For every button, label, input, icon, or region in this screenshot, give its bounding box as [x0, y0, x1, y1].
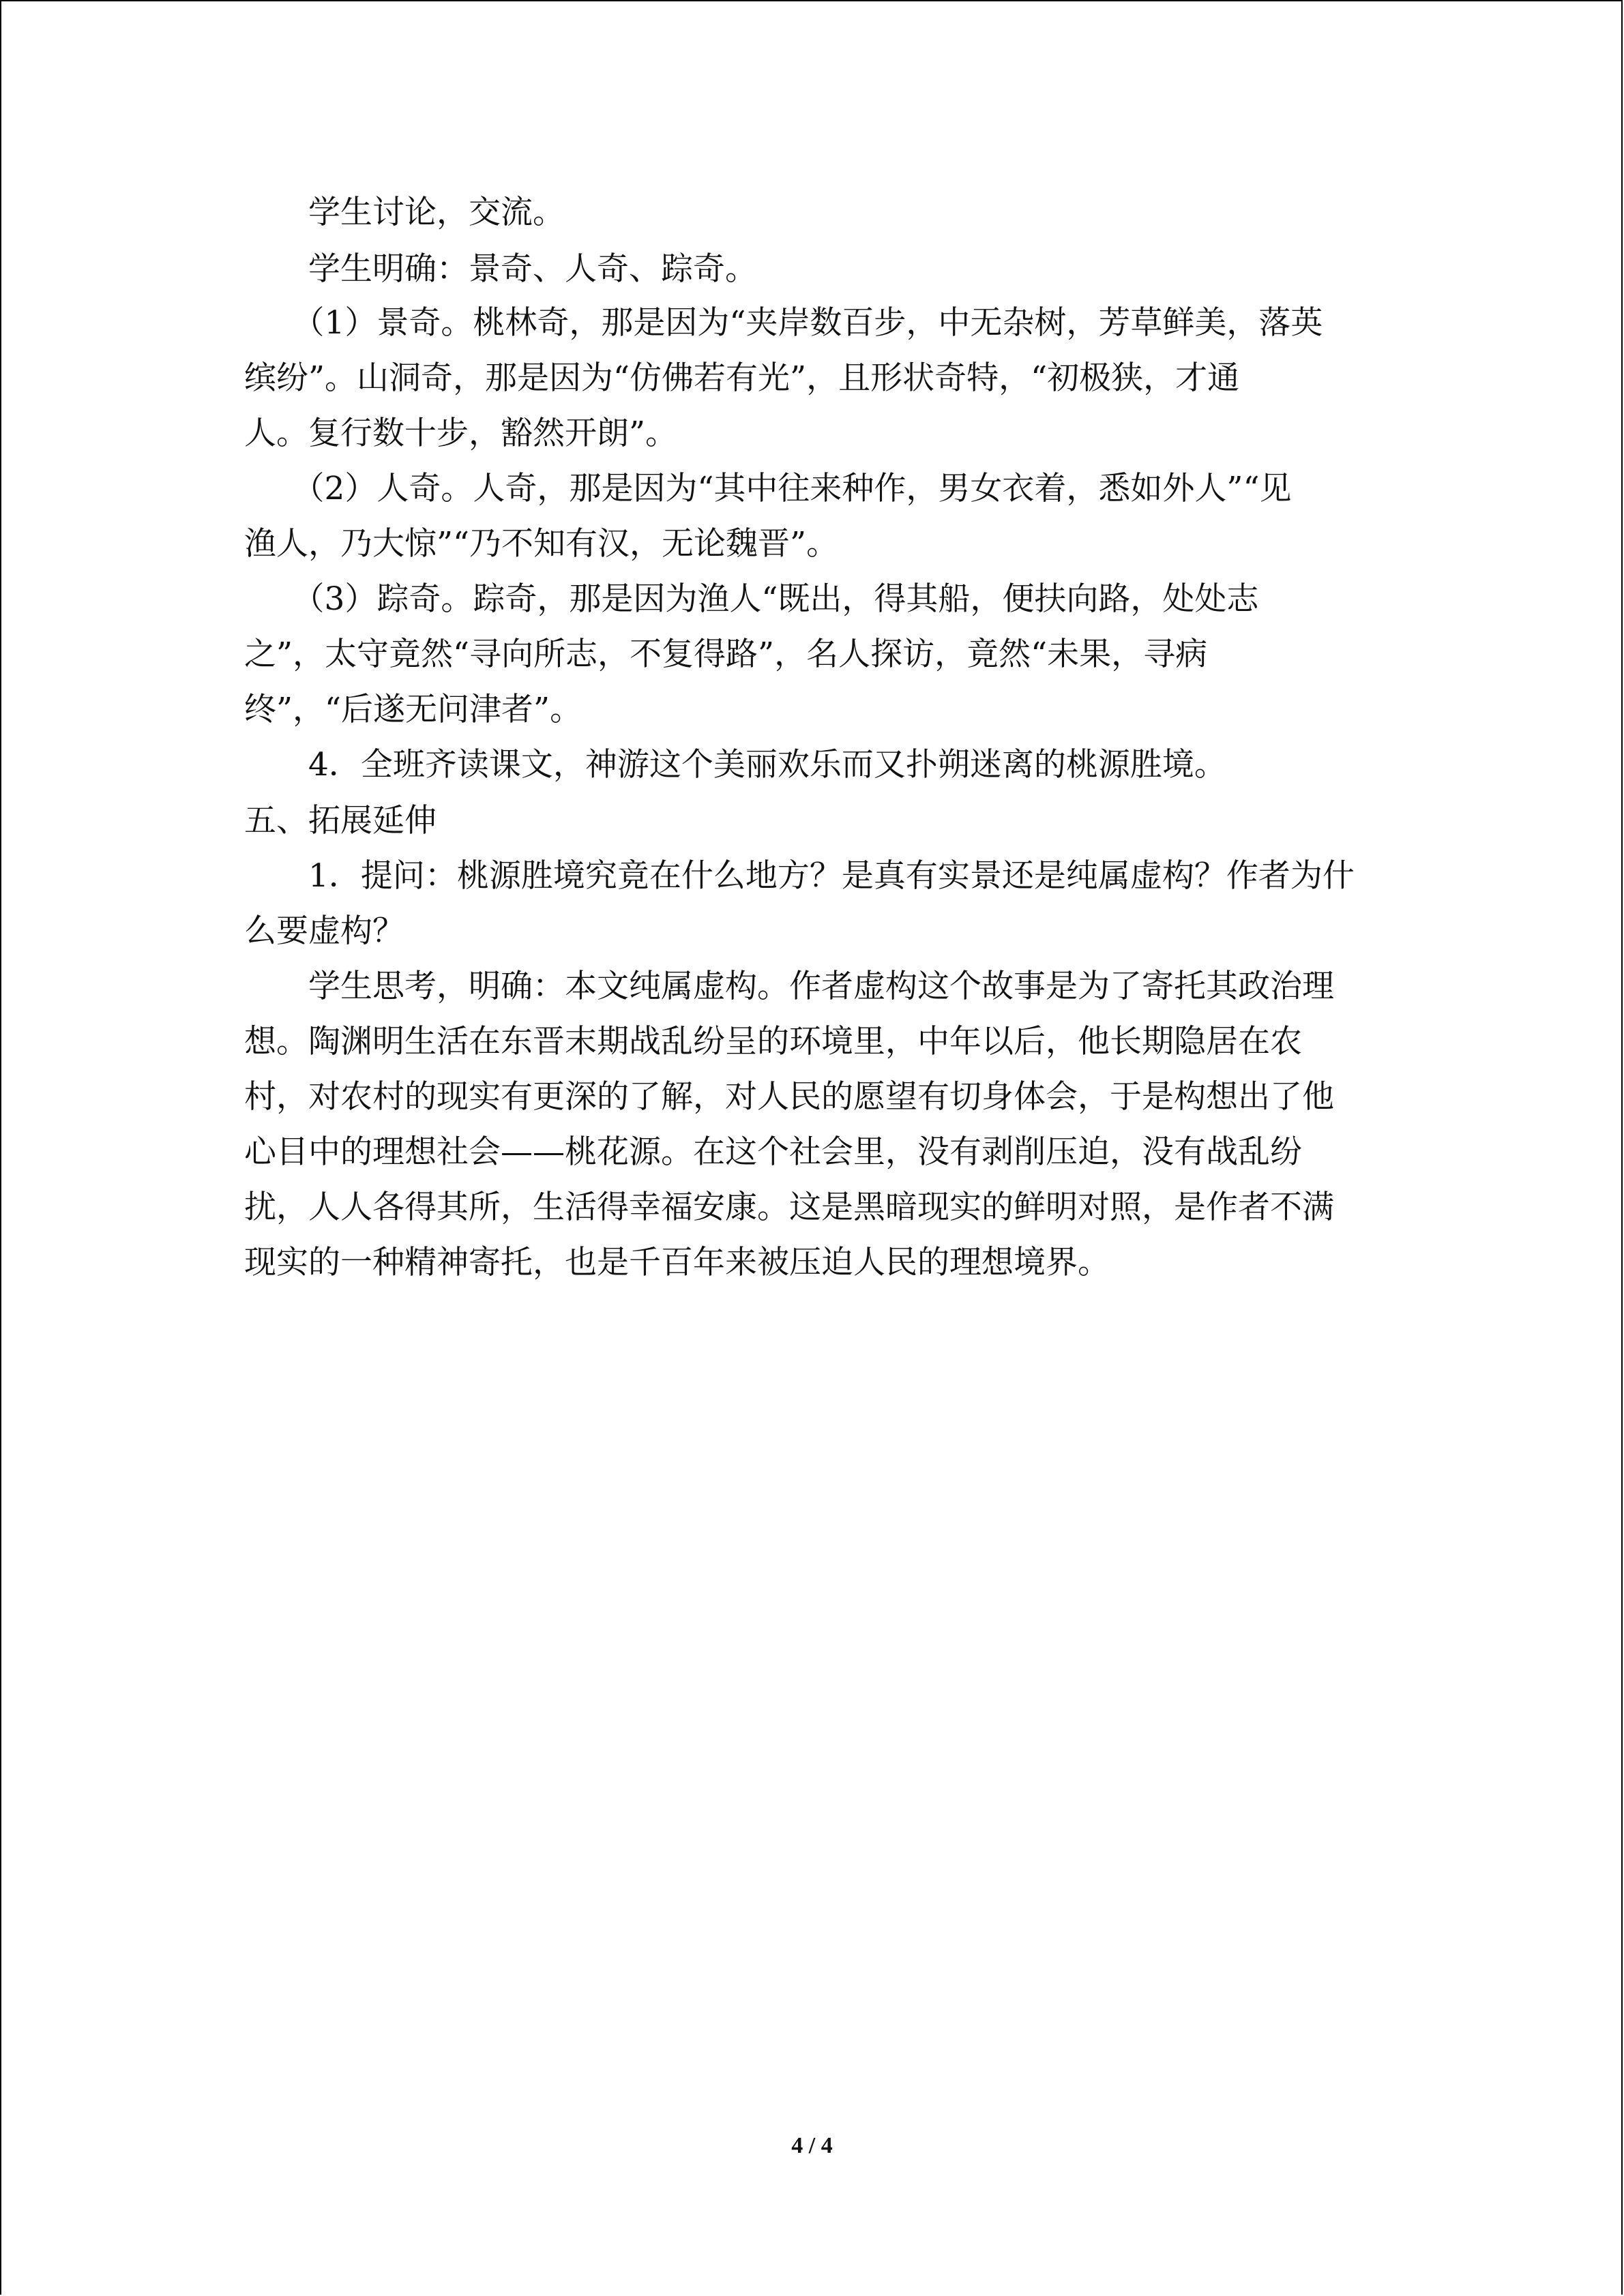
paragraph-line: 现实的一种精神寄托，也是千百年来被压迫人民的理想境界。 [244, 1244, 1110, 1281]
paragraph-line: 扰，人人各得其所，生活得幸福安康。这是黑暗现实的鲜明对照，是作者不满 [244, 1189, 1334, 1226]
paragraph-line: 村，对农村的现实有更深的了解，对人民的愿望有切身体会，于是构想出了他 [244, 1078, 1334, 1116]
paragraph-line: 渔人，乃大惊”“乃不知有汉，无论魏晋”。 [244, 525, 839, 563]
paragraph-line: 心目中的理想社会——桃花源。在这个社会里，没有剥削压迫，没有战乱纷 [244, 1133, 1302, 1171]
paragraph-line: 终”，“后遂无问津者”。 [244, 691, 582, 728]
paragraph-line: 学生明确：景奇、人奇、踪奇。 [244, 250, 757, 288]
page-number: 4 / 4 [791, 2133, 833, 2158]
paragraph-line: 缤纷”。山洞奇，那是因为“仿佛若有光”，且形状奇特，“初极狭，才通 [244, 359, 1240, 397]
paragraph-line: 学生讨论，交流。 [244, 194, 565, 231]
paragraph-line: 4．全班齐读课文，神游这个美丽欢乐而又扑朔迷离的桃源胜境。 [244, 746, 1226, 784]
paragraph-line: 之”，太守竟然“寻向所志，不复得路”，名人探访，竟然“未果，寻病 [244, 636, 1208, 673]
paragraph-line: （2）人奇。人奇，那是因为“其中往来种作，男女衣着，悉如外人”“见 [244, 470, 1292, 507]
section-heading: 五、拓展延伸 [244, 802, 437, 839]
paragraph-line: 学生思考，明确：本文纯属虚构。作者虚构这个故事是为了寄托其政治理 [244, 968, 1334, 1005]
paragraph-line: 人。复行数十步，豁然开朗”。 [244, 415, 678, 452]
paragraph-line: （1）景奇。桃林奇，那是因为“夹岸数百步，中无杂树，芳草鲜美，落英 [244, 304, 1323, 342]
paragraph-line: 1．提问：桃源胜境究竟在什么地方？是真有实景还是纯属虚构？作者为什 [244, 857, 1355, 895]
paragraph-line: （3）踪奇。踪奇，那是因为渔人“既出，得其船，便扶向路，处处志 [244, 580, 1259, 618]
paragraph-line: 想。陶渊明生活在东晋末期战乱纷呈的环境里，中年以后，他长期隐居在农 [244, 1023, 1302, 1060]
paragraph-line: 么要虚构？ [244, 912, 404, 950]
